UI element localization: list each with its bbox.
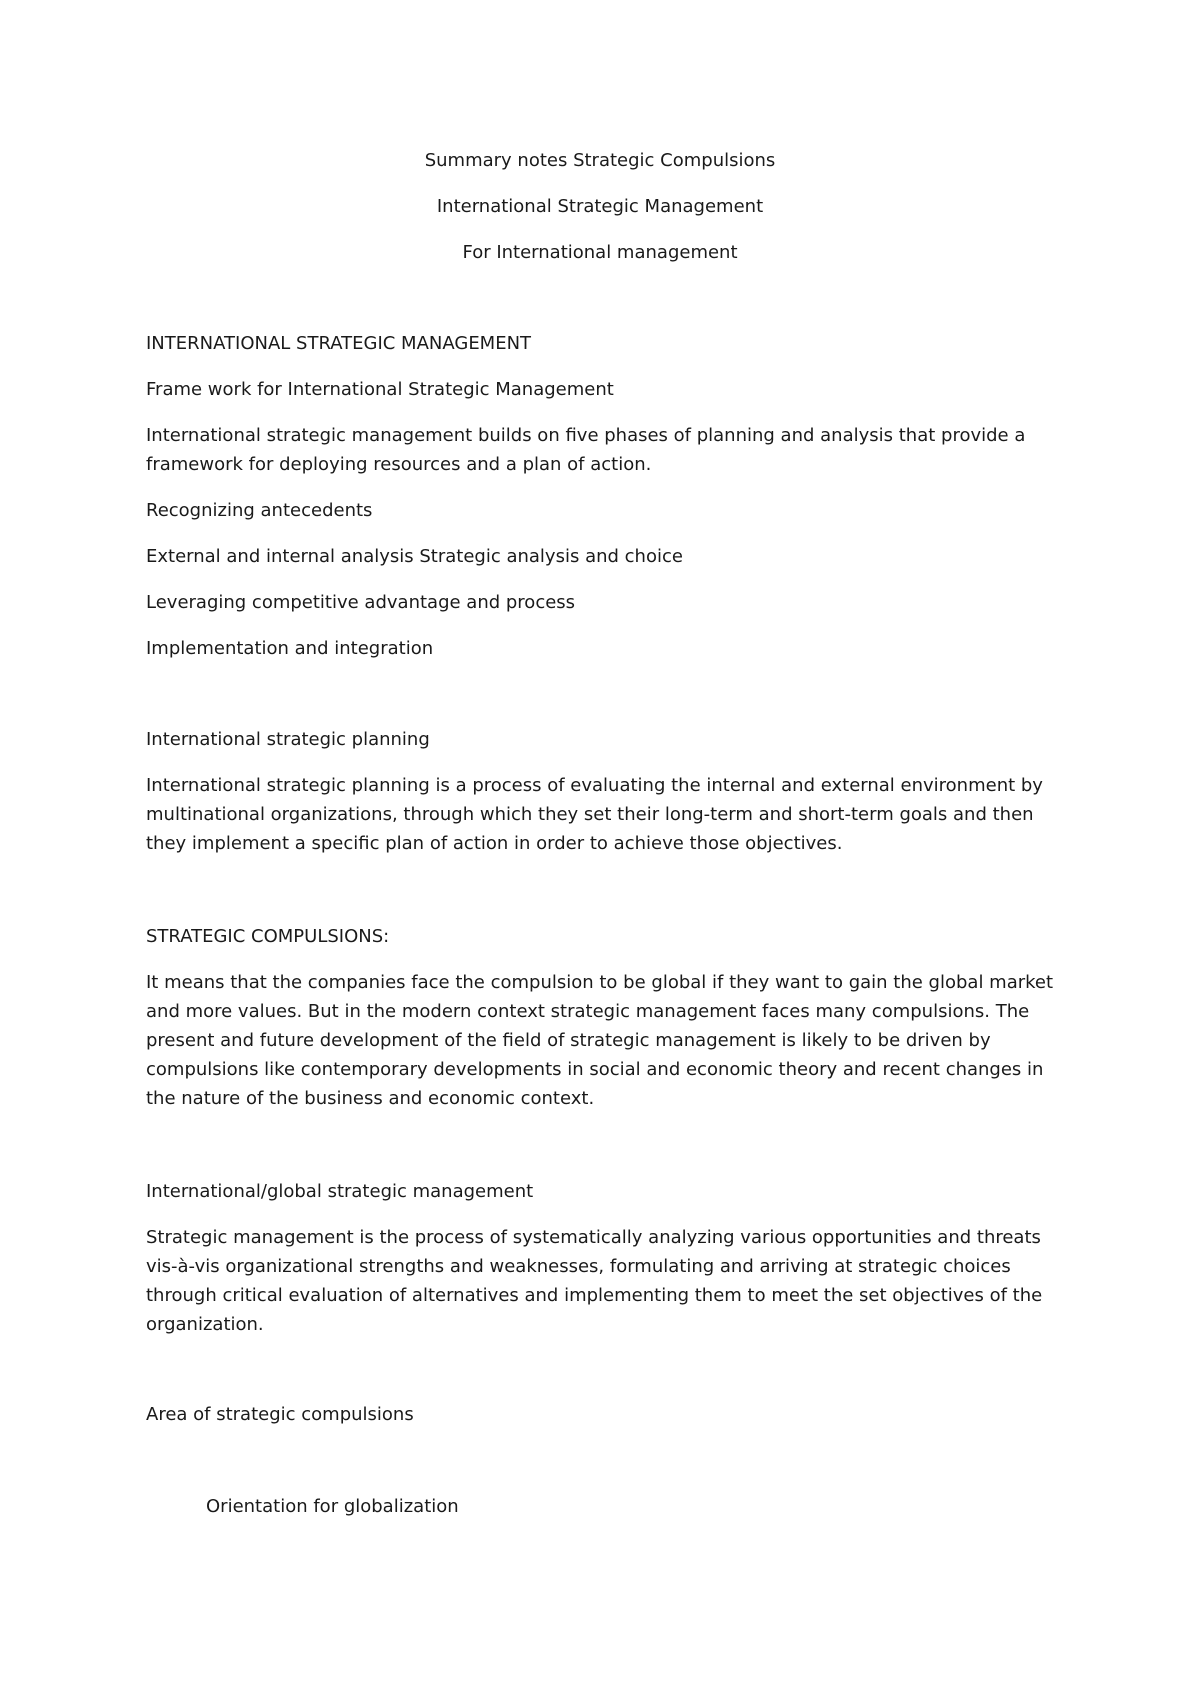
paragraph-line: present and future development of the field of strategic management is likely to be driven by xyxy=(146,1030,991,1051)
section-heading-ism: INTERNATIONAL STRATEGIC MANAGEMENT xyxy=(146,333,532,354)
paragraph-line: and more values. But in the modern context strategic management faces many compulsions. The xyxy=(146,1001,1030,1022)
paragraph-global xyxy=(146,1223,1042,1339)
document-subtitle: International Strategic Management xyxy=(436,196,764,217)
section-subheading-framework: Frame work for International Strategic Management xyxy=(146,379,614,400)
section-heading-area: Area of strategic compulsions xyxy=(146,1404,414,1425)
document-subtitle-2: For International management xyxy=(462,242,738,263)
list-item-orientation: Orientation for globalization xyxy=(206,1496,459,1517)
paragraph-compulsions xyxy=(146,968,1053,1113)
phase-item: Implementation and integration xyxy=(146,638,434,659)
document-title: Summary notes Strategic Compulsions xyxy=(424,150,776,171)
paragraph-line: framework for deploying resources and a plan of action. xyxy=(146,454,652,475)
paragraph-line: International strategic planning is a process of evaluating the internal and external environment by xyxy=(146,775,1043,796)
section-heading-planning: International strategic planning xyxy=(146,729,430,750)
phase-item: External and internal analysis Strategic analysis and choice xyxy=(146,546,683,567)
paragraph-line: organization. xyxy=(146,1314,264,1335)
paragraph-framework xyxy=(146,421,1025,479)
paragraph-line: compulsions like contemporary developments in social and economic theory and recent changes in xyxy=(146,1059,1044,1080)
phase-item: Leveraging competitive advantage and process xyxy=(146,592,576,613)
paragraph-line: the nature of the business and economic context. xyxy=(146,1088,595,1109)
paragraph-line: vis-à-vis organizational strengths and weaknesses, formulating and arriving at strategic choices xyxy=(146,1256,1011,1277)
section-heading-global: International/global strategic management xyxy=(146,1181,534,1202)
paragraph-line: It means that the companies face the compulsion to be global if they want to gain the global market xyxy=(146,972,1054,993)
paragraph-line: International strategic management builds on five phases of planning and analysis that provide a xyxy=(146,425,1026,446)
paragraph-line: through critical evaluation of alternatives and implementing them to meet the set objectives of the xyxy=(146,1285,1043,1306)
paragraph-line: they implement a specific plan of action in order to achieve those objectives. xyxy=(146,833,843,854)
section-heading-compulsions: STRATEGIC COMPULSIONS: xyxy=(146,926,390,947)
phase-item: Recognizing antecedents xyxy=(146,500,373,521)
paragraph-planning xyxy=(146,771,1043,858)
paragraph-line: Strategic management is the process of systematically analyzing various opportunities and threats xyxy=(146,1227,1041,1248)
paragraph-line: multinational organizations, through which they set their long-term and short-term goals and then xyxy=(146,804,1034,825)
